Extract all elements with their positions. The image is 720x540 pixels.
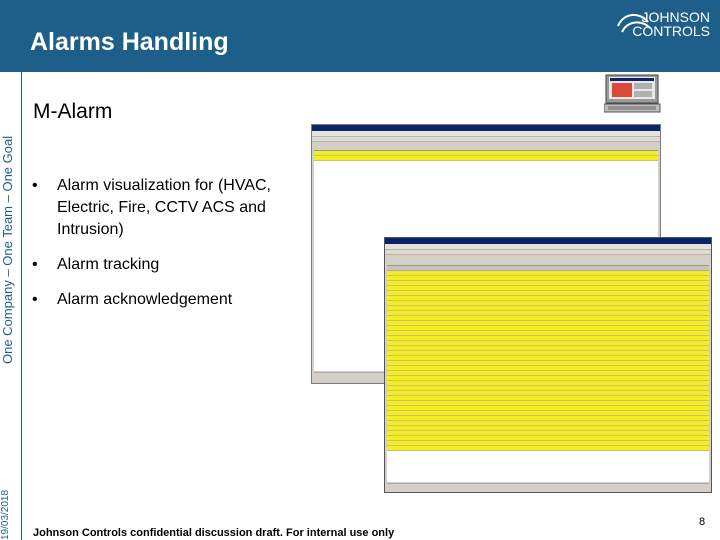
bullet-list [30,175,320,318]
slide-subtitle: M-Alarm [33,100,113,123]
bullet-dot: • [32,177,38,194]
slide-header [0,0,720,72]
screenshot-toolbar [312,137,660,142]
screenshot-table [387,260,709,482]
bullet-item [30,254,320,276]
slide-title: Alarms Handling [30,28,229,56]
alarm-list-screenshot [384,237,712,493]
bullet-text: Alarm visualization for (HVAC, Electric, Fire, CCTV ACS and Intrusion) [57,177,271,238]
bullet-dot: • [32,291,38,308]
footer-disclaimer: Johnson Controls confidential discussion draft. For internal use only [33,527,395,539]
johnson-controls-logo [614,8,714,42]
side-divider [21,72,22,540]
computer-thumbnail-icon [604,74,662,114]
bullet-dot: • [32,256,38,273]
bullet-item [30,289,320,311]
bullet-text: Alarm tracking [57,256,160,273]
bullet-text: Alarm acknowledgement [57,291,233,308]
screenshot-toolbar [385,250,711,255]
screenshot-row [387,446,709,451]
logo-line-2: CONTROLS [632,23,710,39]
side-date: 19/03/2018 [0,489,11,540]
side-tagline: One Company – One Team – One Goal [0,135,15,364]
bullet-item [30,175,320,241]
page-number: 8 [699,516,706,528]
screenshot-statusbar [387,483,709,491]
logo-line-1: JOHNSON [641,9,710,25]
